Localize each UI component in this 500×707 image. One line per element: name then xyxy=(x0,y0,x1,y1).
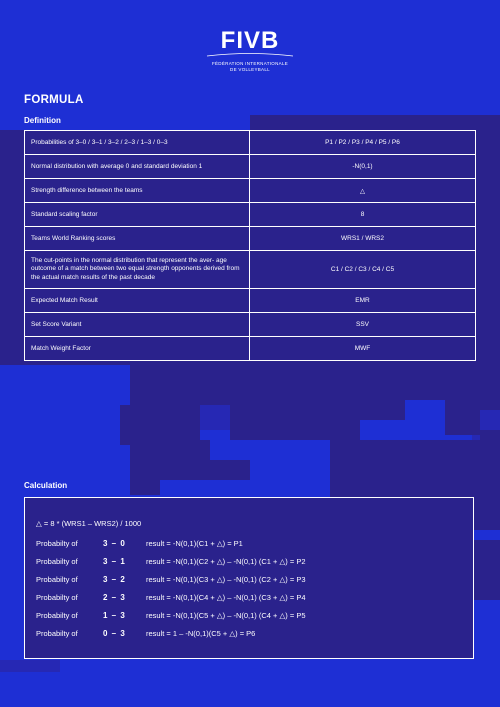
definition-label: Teams World Ranking scores xyxy=(25,227,250,251)
probability-label: Probabilty of xyxy=(36,557,78,566)
definition-label: The cut-points in the normal distribution that represent the aver- age outcome of a match between two equal strength opponents derived from the actual match results of the past decade xyxy=(25,251,250,289)
definition-table xyxy=(24,130,476,361)
definition-label: Set Score Variant xyxy=(25,313,250,337)
probability-label: Probabilty of xyxy=(36,539,78,548)
definition-value: MWF xyxy=(250,337,476,361)
logo-subtitle-line1: FÉDÉRATION INTERNATIONALE xyxy=(211,61,289,66)
definition-label: Standard scaling factor xyxy=(25,203,250,227)
definition-label: Match Weight Factor xyxy=(25,337,250,361)
definition-value: -N(0,1) xyxy=(250,155,476,179)
definition-label: Probabilities of 3–0 / 3–1 / 3–2 / 2–3 / 1–3 / 0–3 xyxy=(25,131,250,155)
result-formula: result = -N(0,1)(C1 + △) = P1 xyxy=(146,539,243,548)
logo-subtitle-line2: DE VOLLEYBALL xyxy=(230,67,270,72)
definition-label: Expected Match Result xyxy=(25,289,250,313)
result-formula: result = -N(0,1)(C4 + △) – -N(0,1) (C3 + △) = P4 xyxy=(146,593,306,602)
score: 1 – 3 xyxy=(103,611,126,620)
score: 3 – 1 xyxy=(103,557,126,566)
probability-label: Probabilty of xyxy=(36,575,78,584)
table-row xyxy=(25,155,476,179)
table-row xyxy=(25,179,476,203)
score: 3 – 0 xyxy=(103,539,126,548)
probability-label: Probabilty of xyxy=(36,611,78,620)
definition-value: WRS1 / WRS2 xyxy=(250,227,476,251)
calculation-box xyxy=(24,497,474,659)
definition-heading: Definition xyxy=(24,116,61,125)
result-formula: result = -N(0,1)(C2 + △) – -N(0,1) (C1 + △) = P2 xyxy=(146,557,306,566)
probability-label: Probabilty of xyxy=(36,629,78,638)
result-formula: result = -N(0,1)(C3 + △) – -N(0,1) (C2 + △) = P3 xyxy=(146,575,306,584)
table-row xyxy=(25,289,476,313)
definition-label: Strength difference between the teams xyxy=(25,179,250,203)
page-title: FORMULA xyxy=(24,94,84,106)
table-row xyxy=(25,227,476,251)
logo-wordmark: FIVB xyxy=(220,27,280,54)
table-row xyxy=(25,313,476,337)
score: 3 – 2 xyxy=(103,575,126,584)
definition-value: C1 / C2 / C3 / C4 / C5 xyxy=(250,251,476,289)
definition-label: Normal distribution with average 0 and standard deviation 1 xyxy=(25,155,250,179)
definition-value: EMR xyxy=(250,289,476,313)
score: 2 – 3 xyxy=(103,593,126,602)
definition-value: SSV xyxy=(250,313,476,337)
table-row xyxy=(25,337,476,361)
result-formula: result = 1 – -N(0,1)(C5 + △) = P6 xyxy=(146,629,256,638)
delta-formula: △ = 8 * (WRS1 – WRS2) / 1000 xyxy=(36,519,142,528)
definition-value: P1 / P2 / P3 / P4 / P5 / P6 xyxy=(250,131,476,155)
table-row xyxy=(25,131,476,155)
definition-value: 8 xyxy=(250,203,476,227)
calculation-heading: Calculation xyxy=(24,481,68,490)
definition-value: △ xyxy=(250,179,476,203)
table-row xyxy=(25,251,476,289)
table-row xyxy=(25,203,476,227)
fivb-logo xyxy=(205,28,295,73)
probability-label: Probabilty of xyxy=(36,593,78,602)
result-formula: result = -N(0,1)(C5 + △) – -N(0,1) (C4 + △) = P5 xyxy=(146,611,306,620)
score: 0 – 3 xyxy=(103,629,126,638)
